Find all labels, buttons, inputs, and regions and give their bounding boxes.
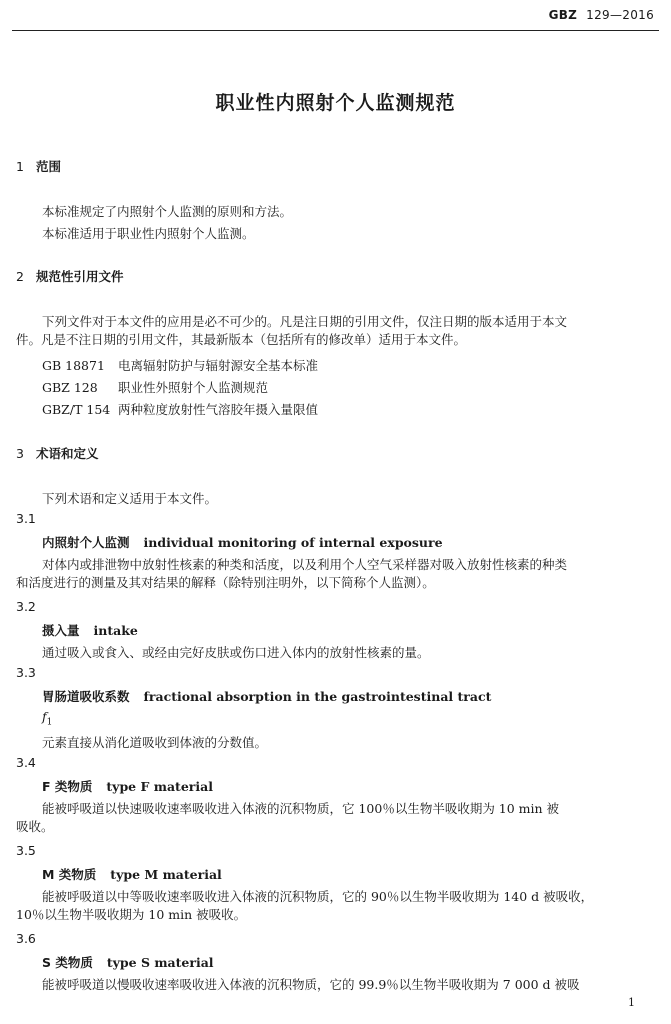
paragraph: 本标准规定了内照射个人监测的原则和方法。	[42, 204, 293, 219]
clause-number: 3.2	[16, 599, 36, 614]
section-3-heading: 3 术语和定义	[16, 446, 99, 461]
term-heading: 摄入量 intake	[42, 623, 138, 638]
paragraph: 下列术语和定义适用于本文件。	[42, 491, 218, 506]
term-heading: S 类物质 type S material	[42, 955, 214, 970]
paragraph: 本标准适用于职业性内照射个人监测。	[42, 226, 255, 241]
paragraph: 件。凡是不注日期的引用文件，其最新版本（包括所有的修改单）适用于本文件。	[16, 332, 467, 347]
standard-code-header: GBZ 129—2016	[548, 8, 654, 22]
section-2-heading: 2 规范性引用文件	[16, 269, 124, 284]
paragraph: 元素直接从消化道吸收到体液的分数值。	[42, 735, 268, 750]
paragraph: 下列文件对于本文件的应用是必不可少的。凡是注日期的引用文件，仅注日期的版本适用于本文	[42, 314, 568, 329]
term-heading: M 类物质 type M material	[42, 867, 222, 882]
section-1-heading: 1 范围	[16, 159, 62, 174]
paragraph: 10％以生物半吸收期为 10 min 被吸收。	[16, 907, 247, 922]
clause-number: 3.6	[16, 931, 36, 946]
paragraph: 对体内或排泄物中放射性核素的种类和活度，以及利用个人空气采样器对吸入放射性核素的种类	[42, 557, 568, 572]
symbol: $f_1$	[42, 709, 53, 728]
term-heading: 内照射个人监测 individual monitoring of internal exposure	[42, 535, 443, 550]
reference-item: GBZ/T 154 两种粒度放射性气溶胶年摄入量限值	[42, 402, 319, 417]
paragraph: 能被呼吸道以快速吸收速率吸收进入体液的沉积物质，它 100％以生物半吸收期为 10 min 被	[42, 801, 560, 816]
reference-item: GBZ 128 职业性外照射个人监测规范	[42, 380, 269, 395]
clause-number: 3.3	[16, 665, 36, 680]
paragraph: 和活度进行的测量及其对结果的解释（除特别注明外，以下简称个人监测）。	[16, 575, 435, 590]
paragraph: 通过吸入或食入、或经由完好皮肤或伤口进入体内的放射性核素的量。	[42, 645, 430, 660]
paragraph: 能被呼吸道以中等吸收速率吸收进入体液的沉积物质，它的 90％以生物半吸收期为 140 d 被吸收，	[42, 889, 594, 904]
clause-number: 3.5	[16, 843, 36, 858]
clause-number: 3.1	[16, 511, 36, 526]
term-heading: F 类物质 type F material	[42, 779, 213, 794]
clause-number: 3.4	[16, 755, 36, 770]
paragraph: 吸收。	[16, 819, 54, 834]
reference-item: GB 18871 电离辐射防护与辐射源安全基本标准	[42, 358, 319, 373]
page-number: 1	[628, 996, 635, 1009]
paragraph: 能被呼吸道以慢吸收速率吸收进入体液的沉积物质，它的 99.9％以生物半吸收期为 7 000 d 被吸	[42, 977, 580, 992]
term-heading: 胃肠道吸收系数 fractional absorption in the gastrointestinal tract	[42, 689, 492, 704]
header-rule	[12, 30, 659, 31]
page-title: 职业性内照射个人监测规范	[215, 92, 456, 114]
